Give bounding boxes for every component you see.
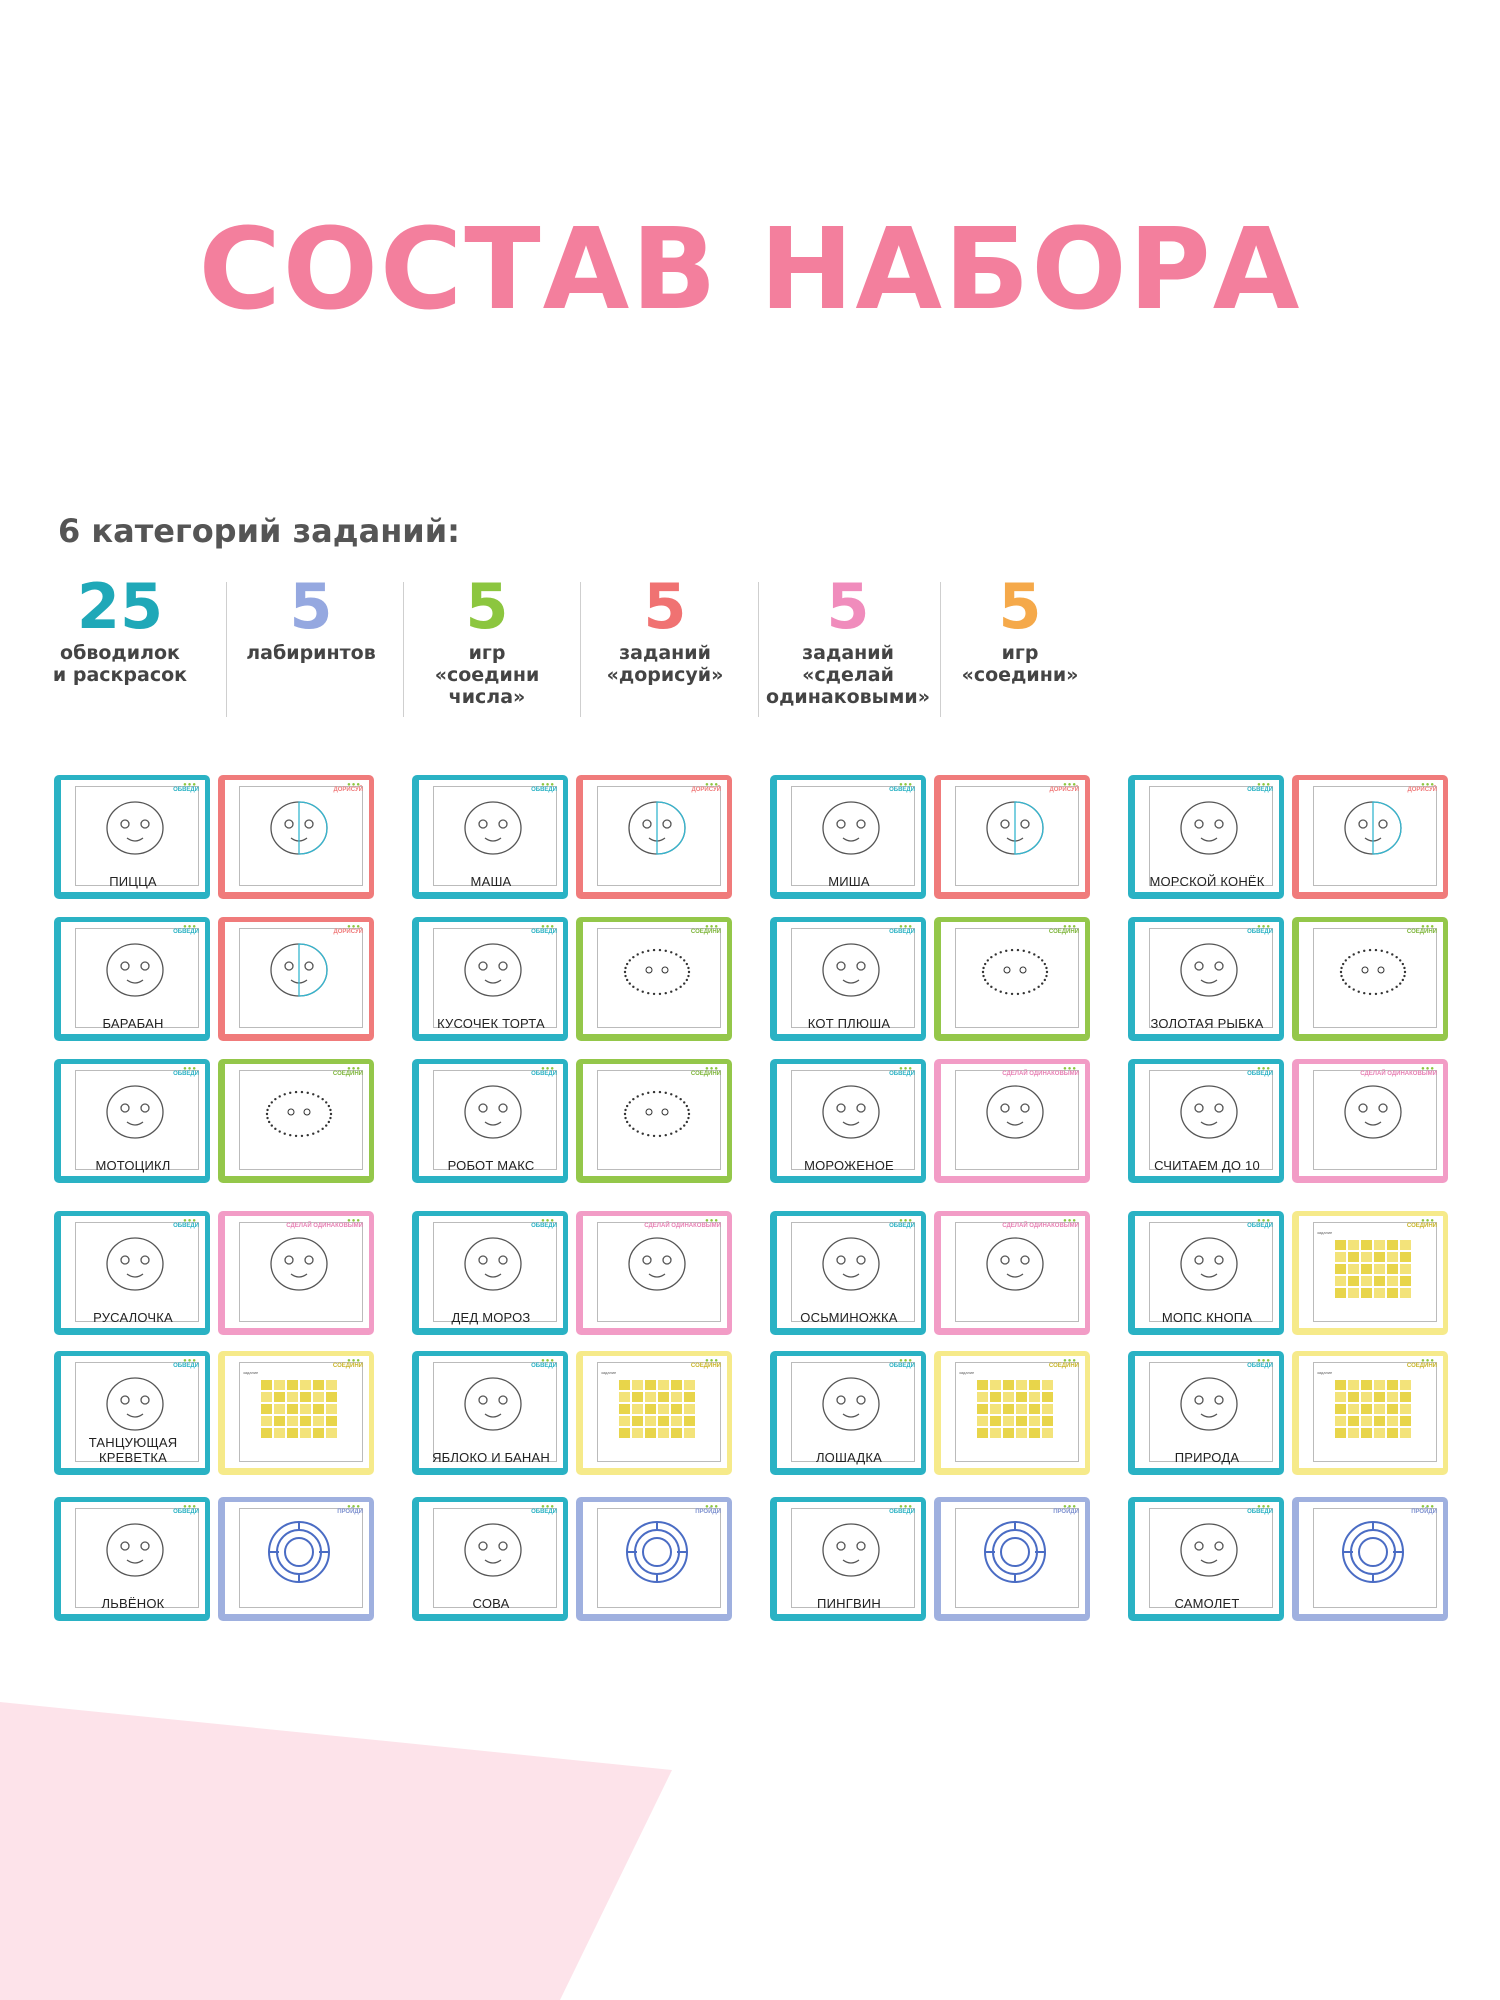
card-type-label: СДЕЛАЙ ОДИНАКОВЫМИ	[1002, 1071, 1079, 1077]
task-card-pair	[770, 775, 1100, 899]
dots-icon: ●●●	[1421, 1066, 1435, 1072]
activity-card[interactable]	[576, 1351, 732, 1475]
card-title: ПИЦЦА	[109, 874, 157, 889]
card-type-label: ДОРИСУЙ	[691, 787, 721, 793]
card-title: ЛЬВЁНОК	[101, 1596, 165, 1611]
dots-icon: ●●●	[705, 1504, 719, 1510]
card-type-label: ОБВЕДИ	[173, 787, 199, 793]
card-type-label: ОБВЕДИ	[531, 929, 557, 935]
activity-card[interactable]	[934, 1497, 1090, 1621]
card-type-label: ОБВЕДИ	[531, 1363, 557, 1369]
card-type-label: СОЕДИНИ	[1048, 1363, 1079, 1369]
card-title: РОБОТ МАКС	[447, 1158, 535, 1173]
dots-icon: ●●●	[1063, 1504, 1077, 1510]
card-type-label: СОЕДИНИ	[690, 1363, 721, 1369]
card-type-label: ОБВЕДИ	[1247, 1509, 1273, 1515]
card-title: САМОЛЕТ	[1174, 1596, 1240, 1611]
stat-number: 5	[826, 570, 870, 643]
activity-card[interactable]	[1292, 775, 1448, 899]
tracing-card[interactable]	[412, 775, 568, 899]
activity-card[interactable]	[934, 1211, 1090, 1335]
dots-icon: ●●●	[1421, 1358, 1435, 1364]
divider	[226, 582, 227, 717]
activity-card[interactable]	[218, 1497, 374, 1621]
tracing-card[interactable]	[1128, 1059, 1284, 1183]
tracing-card[interactable]	[1128, 1211, 1284, 1335]
card-type-label: ДОРИСУЙ	[333, 929, 363, 935]
task-card-pair	[412, 1351, 742, 1475]
tracing-card[interactable]	[54, 917, 210, 1041]
card-title: ЯБЛОКО И БАНАН	[432, 1450, 550, 1465]
dots-icon: ●●●	[705, 1218, 719, 1224]
activity-card[interactable]	[934, 917, 1090, 1041]
svg-text:задание: задание	[1317, 1370, 1333, 1375]
card-title: ОСЬМИНОЖКА	[800, 1310, 898, 1325]
activity-card[interactable]	[218, 1059, 374, 1183]
card-type-label: ОБВЕДИ	[531, 1509, 557, 1515]
stat-label: обводилок и раскрасок	[52, 642, 188, 686]
card-type-label: СДЕЛАЙ ОДИНАКОВЫМИ	[1360, 1071, 1437, 1077]
card-title: МОРОЖЕНОЕ	[804, 1158, 894, 1173]
dots-icon: ●●●	[1063, 1066, 1077, 1072]
stat-label: заданий «дорисуй»	[606, 642, 724, 686]
dots-icon: ●●●	[1257, 924, 1271, 930]
dots-icon: ●●●	[183, 1218, 197, 1224]
card-title: СОВА	[472, 1596, 510, 1611]
task-card-pair	[412, 1497, 742, 1621]
svg-text:задание: задание	[243, 1370, 259, 1375]
card-title: СЧИТАЕМ ДО 10	[1154, 1158, 1260, 1173]
card-title: ЗОЛОТАЯ РЫБКА	[1150, 1016, 1264, 1031]
activity-card[interactable]	[576, 775, 732, 899]
card-title: МИША	[828, 874, 870, 889]
task-card-pair	[770, 1351, 1100, 1475]
task-card-pair	[54, 775, 384, 899]
card-type-label: ОБВЕДИ	[173, 1223, 199, 1229]
card-type-label: ОБВЕДИ	[173, 1363, 199, 1369]
stat-connect-numbers	[412, 572, 562, 722]
activity-card[interactable]	[934, 1351, 1090, 1475]
dots-icon: ●●●	[183, 924, 197, 930]
task-card-pair	[1128, 917, 1458, 1041]
dots-icon: ●●●	[541, 924, 555, 930]
category-stats	[40, 572, 1130, 722]
stat-number: 25	[76, 570, 164, 643]
card-title: РУСАЛОЧКА	[93, 1310, 173, 1325]
dots-icon: ●●●	[347, 1066, 361, 1072]
activity-card[interactable]	[576, 1059, 732, 1183]
tracing-card[interactable]	[54, 1211, 210, 1335]
activity-card[interactable]	[1292, 1351, 1448, 1475]
activity-card[interactable]	[218, 1351, 374, 1475]
dots-icon: ●●●	[899, 1504, 913, 1510]
card-type-label: ОБВЕДИ	[889, 929, 915, 935]
activity-card[interactable]	[934, 775, 1090, 899]
card-title: МОРСКОЙ КОНЁК	[1149, 874, 1265, 889]
task-card-pair	[770, 1211, 1100, 1335]
stat-label: лабиринтов	[246, 642, 376, 664]
stat-connect	[945, 572, 1095, 722]
dots-icon: ●●●	[1063, 1358, 1077, 1364]
dots-icon: ●●●	[183, 782, 197, 788]
stat-number: 5	[998, 570, 1042, 643]
card-type-label: ОБВЕДИ	[889, 1071, 915, 1077]
card-type-label: ПРОЙДИ	[337, 1509, 363, 1515]
dots-icon: ●●●	[1257, 1358, 1271, 1364]
dots-icon: ●●●	[541, 1358, 555, 1364]
card-title: КУСОЧЕК ТОРТА	[437, 1016, 545, 1031]
dots-icon: ●●●	[1421, 1218, 1435, 1224]
tracing-card[interactable]	[412, 917, 568, 1041]
svg-text:задание: задание	[959, 1370, 975, 1375]
card-type-label: ОБВЕДИ	[889, 1509, 915, 1515]
activity-card[interactable]	[576, 917, 732, 1041]
dots-icon: ●●●	[1421, 924, 1435, 930]
dots-icon: ●●●	[541, 782, 555, 788]
tracing-card[interactable]	[412, 1351, 568, 1475]
activity-card[interactable]	[218, 1211, 374, 1335]
divider	[580, 582, 581, 717]
card-type-label: ОБВЕДИ	[1247, 1223, 1273, 1229]
card-type-label: СОЕДИНИ	[1406, 1363, 1437, 1369]
dots-icon: ●●●	[705, 782, 719, 788]
tracing-card[interactable]	[54, 775, 210, 899]
task-card-pair	[1128, 1497, 1458, 1621]
card-type-label: ДОРИСУЙ	[1407, 787, 1437, 793]
task-card-pair	[54, 917, 384, 1041]
card-title: ЛОШАДКА	[815, 1450, 883, 1465]
dots-icon: ●●●	[541, 1504, 555, 1510]
dots-icon: ●●●	[347, 1504, 361, 1510]
task-card-pair	[412, 775, 742, 899]
dots-icon: ●●●	[899, 1218, 913, 1224]
card-type-label: ДОРИСУЙ	[333, 787, 363, 793]
dots-icon: ●●●	[899, 782, 913, 788]
task-card-pair	[770, 1497, 1100, 1621]
dots-icon: ●●●	[183, 1358, 197, 1364]
activity-card[interactable]	[576, 1211, 732, 1335]
dots-icon: ●●●	[705, 1358, 719, 1364]
card-title: МАША	[470, 874, 512, 889]
tracing-card[interactable]	[770, 775, 926, 899]
stat-draw	[590, 572, 740, 722]
task-card-pair	[54, 1059, 384, 1183]
dots-icon: ●●●	[899, 1358, 913, 1364]
task-card-pair	[1128, 1211, 1458, 1335]
card-title: ДЕД МОРОЗ	[451, 1310, 531, 1325]
card-type-label: ОБВЕДИ	[173, 929, 199, 935]
card-type-label: ОБВЕДИ	[531, 1071, 557, 1077]
dots-icon: ●●●	[183, 1066, 197, 1072]
card-type-label: ОБВЕДИ	[889, 1223, 915, 1229]
dots-icon: ●●●	[541, 1066, 555, 1072]
dots-icon: ●●●	[183, 1504, 197, 1510]
dots-icon: ●●●	[899, 924, 913, 930]
dots-icon: ●●●	[1257, 1504, 1271, 1510]
dots-icon: ●●●	[1257, 1218, 1271, 1224]
card-title: ПРИРОДА	[1174, 1450, 1240, 1465]
tracing-card[interactable]	[54, 1351, 210, 1475]
background-corner-shape	[0, 1700, 1500, 2000]
activity-card[interactable]	[1292, 917, 1448, 1041]
stat-label: игр «соедини»	[961, 642, 1079, 686]
card-type-label: СОЕДИНИ	[1406, 1223, 1437, 1229]
activity-card[interactable]	[1292, 1059, 1448, 1183]
card-title: БАРАБАН	[102, 1016, 164, 1031]
card-title: МОТОЦИКЛ	[95, 1158, 171, 1173]
stat-label: игр «соедини числа»	[434, 642, 540, 708]
dots-icon: ●●●	[1257, 782, 1271, 788]
card-type-label: ОБВЕДИ	[1247, 1071, 1273, 1077]
stat-tracing	[40, 572, 200, 722]
stat-number: 5	[465, 570, 509, 643]
card-type-label: СОЕДИНИ	[1048, 929, 1079, 935]
categories-subtitle: 6 категорий заданий:	[58, 512, 460, 550]
card-type-label: ПРОЙДИ	[1053, 1509, 1079, 1515]
card-type-label: ПРОЙДИ	[1411, 1509, 1437, 1515]
svg-text:задание: задание	[1317, 1230, 1333, 1235]
card-type-label: ОБВЕДИ	[531, 787, 557, 793]
tracing-card[interactable]	[1128, 1497, 1284, 1621]
stat-mazes	[236, 572, 386, 722]
card-type-label: СОЕДИНИ	[690, 1071, 721, 1077]
tracing-card[interactable]	[770, 1497, 926, 1621]
card-type-label: ОБВЕДИ	[173, 1071, 199, 1077]
task-card-pair	[412, 917, 742, 1041]
card-title: ТАНЦУЮЩАЯ КРЕВЕТКА	[88, 1435, 178, 1465]
card-type-label: СОЕДИНИ	[332, 1363, 363, 1369]
dots-icon: ●●●	[347, 1358, 361, 1364]
card-type-label: СОЕДИНИ	[1406, 929, 1437, 935]
tracing-card[interactable]	[412, 1211, 568, 1335]
dots-icon: ●●●	[1063, 782, 1077, 788]
divider	[758, 582, 759, 717]
divider	[940, 582, 941, 717]
dots-icon: ●●●	[1421, 782, 1435, 788]
stat-label: заданий «сделай одинаковыми»	[766, 642, 930, 708]
tracing-card[interactable]	[770, 1351, 926, 1475]
card-type-label: ОБВЕДИ	[889, 787, 915, 793]
card-type-label: СОЕДИНИ	[690, 929, 721, 935]
tracing-card[interactable]	[770, 1211, 926, 1335]
tracing-card[interactable]	[54, 1497, 210, 1621]
card-type-label: ПРОЙДИ	[695, 1509, 721, 1515]
task-card-pair	[1128, 775, 1458, 899]
dots-icon: ●●●	[1063, 1218, 1077, 1224]
task-card-pair	[770, 1059, 1100, 1183]
card-type-label: СОЕДИНИ	[332, 1071, 363, 1077]
activity-card[interactable]	[576, 1497, 732, 1621]
activity-card[interactable]	[1292, 1497, 1448, 1621]
divider	[403, 582, 404, 717]
card-type-label: ОБВЕДИ	[173, 1509, 199, 1515]
dots-icon: ●●●	[347, 1218, 361, 1224]
card-type-label: СДЕЛАЙ ОДИНАКОВЫМИ	[286, 1223, 363, 1229]
task-card-pair	[54, 1351, 384, 1475]
svg-text:задание: задание	[601, 1370, 617, 1375]
card-title: КОТ ПЛЮША	[807, 1016, 891, 1031]
page-title: СОСТАВ НАБОРА	[198, 205, 1302, 335]
card-type-label: СДЕЛАЙ ОДИНАКОВЫМИ	[1002, 1223, 1079, 1229]
tracing-card[interactable]	[412, 1059, 568, 1183]
task-card-pair	[54, 1497, 384, 1621]
card-type-label: ОБВЕДИ	[1247, 1363, 1273, 1369]
dots-icon: ●●●	[347, 782, 361, 788]
dots-icon: ●●●	[899, 1066, 913, 1072]
dots-icon: ●●●	[1421, 1504, 1435, 1510]
dots-icon: ●●●	[1257, 1066, 1271, 1072]
stat-number: 5	[289, 570, 333, 643]
tracing-card[interactable]	[54, 1059, 210, 1183]
card-type-label: ОБВЕДИ	[531, 1223, 557, 1229]
task-card-pair	[412, 1211, 742, 1335]
activity-card[interactable]	[1292, 1211, 1448, 1335]
tracing-card[interactable]	[1128, 775, 1284, 899]
tracing-card[interactable]	[1128, 917, 1284, 1041]
task-card-pair	[1128, 1059, 1458, 1183]
dots-icon: ●●●	[1063, 924, 1077, 930]
activity-card[interactable]	[218, 917, 374, 1041]
activity-card[interactable]	[934, 1059, 1090, 1183]
tracing-card[interactable]	[770, 1059, 926, 1183]
activity-card[interactable]	[218, 775, 374, 899]
card-type-label: ОБВЕДИ	[1247, 929, 1273, 935]
dots-icon: ●●●	[541, 1218, 555, 1224]
task-card-pair	[412, 1059, 742, 1183]
stat-number: 5	[643, 570, 687, 643]
dots-icon: ●●●	[705, 924, 719, 930]
card-title: ПИНГВИН	[817, 1596, 881, 1611]
card-type-label: СДЕЛАЙ ОДИНАКОВЫМИ	[644, 1223, 721, 1229]
dots-icon: ●●●	[705, 1066, 719, 1072]
card-title: МОПС КНОПА	[1161, 1310, 1253, 1325]
card-type-label: ОБВЕДИ	[1247, 787, 1273, 793]
card-type-label: ДОРИСУЙ	[1049, 787, 1079, 793]
task-card-pair	[770, 917, 1100, 1041]
card-type-label: ОБВЕДИ	[889, 1363, 915, 1369]
dots-icon: ●●●	[347, 924, 361, 930]
tracing-card[interactable]	[1128, 1351, 1284, 1475]
tracing-card[interactable]	[412, 1497, 568, 1621]
task-card-pair	[54, 1211, 384, 1335]
task-card-pair	[1128, 1351, 1458, 1475]
stat-make-same	[763, 572, 933, 722]
tracing-card[interactable]	[770, 917, 926, 1041]
